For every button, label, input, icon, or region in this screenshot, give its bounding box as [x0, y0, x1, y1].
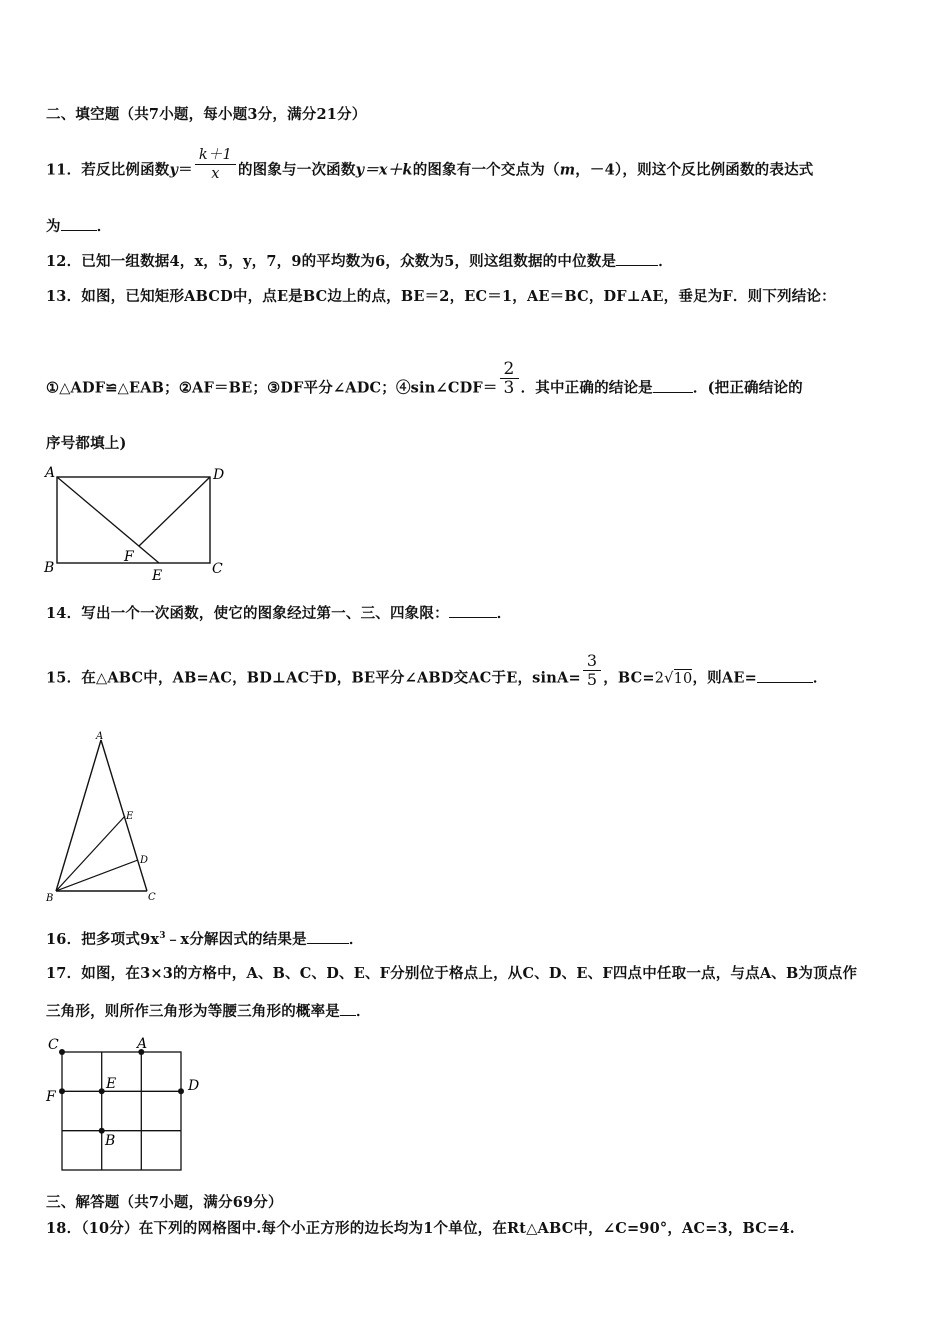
question-11-line-2 — [46, 215, 111, 236]
question-18: 18．（10分）在下列的网格图中.每个小正方形的边长均为1个单位，在Rt△ABC中，∠C=90°，AC=3，BC=4. — [46, 1220, 795, 1237]
q12-text: 12．已知一组数据4，x，5，y，7，9的平均数为6，众数为5，则这组数据的中位数是 — [46, 253, 617, 270]
question-16 — [46, 928, 364, 949]
question-13-line-2 — [46, 359, 803, 407]
q11-var-y: y — [169, 161, 179, 179]
q15-text-1: 15．在△ABC中，AB=AC，BD⊥AC于D，BE平分∠ABD交AC于E，sinA= — [46, 669, 581, 687]
q11-fraction — [195, 146, 236, 183]
q13-answer-blank[interactable] — [653, 380, 693, 393]
q17-text: 三角形，则所作三角形为等腰三角形的概率是 — [46, 1003, 340, 1020]
q12-answer-blank[interactable] — [616, 253, 658, 266]
q15-text-3: ，则AE= — [692, 669, 757, 687]
segment-be — [56, 816, 125, 891]
side-ac — [101, 740, 147, 891]
point-d — [178, 1088, 184, 1094]
q14-text: 14．写出一个一次函数，使它的图象经过第一、三、四象限： — [46, 605, 449, 622]
q15-label-b: B — [46, 893, 54, 904]
question-14 — [46, 602, 511, 623]
q15-radical: 2√10 — [654, 670, 693, 687]
q13-label-b: B — [44, 560, 55, 576]
q15-fraction — [583, 652, 601, 689]
q13-text-b: ．其中正确的结论是 — [520, 379, 653, 397]
question-13-line-3: 序号都填上) — [46, 435, 127, 452]
q15-triangle-figure — [42, 728, 167, 906]
q16-exponent: 3 — [159, 931, 166, 942]
q17-grid-figure — [42, 1034, 212, 1174]
q11-text-3: 的图象有一个交点为（ — [412, 161, 560, 179]
q15-frac-num: 3 — [583, 652, 601, 671]
q13-label-d: D — [213, 467, 225, 483]
q16-text-2: ﹣x分解因式的结果是 — [165, 931, 307, 948]
q15-radicand: 10 — [673, 670, 693, 687]
q13-label-e: E — [152, 568, 163, 584]
q16-end: ． — [348, 931, 364, 948]
q12-end: ． — [658, 253, 673, 270]
question-12 — [46, 250, 673, 271]
q11-text-6: ． — [96, 218, 112, 235]
q15-text-2: ，BC= — [603, 669, 655, 687]
q15-label-a: A — [96, 731, 104, 742]
q14-answer-blank[interactable] — [449, 605, 497, 618]
q11-text-2: 的图象与一次函数 — [237, 161, 356, 179]
q16-text-1: 16．把多项式9x — [46, 931, 160, 948]
q17-end: ． — [356, 1003, 371, 1020]
q15-frac-den: 5 — [586, 670, 598, 689]
q15-coef: 2 — [654, 670, 665, 687]
side-ab — [56, 740, 101, 891]
q11-frac-den: x — [211, 166, 220, 182]
q17-answer-blank[interactable] — [340, 1003, 356, 1016]
q11-text-1: 11．若反比例函数 — [46, 161, 170, 179]
q15-label-e: E — [126, 811, 134, 822]
q11-answer-blank[interactable] — [61, 218, 97, 231]
q11-frac-num: k＋1 — [195, 146, 236, 165]
q16-answer-blank[interactable] — [307, 931, 349, 944]
question-15 — [46, 651, 828, 697]
segment-ae — [57, 477, 159, 563]
section-2-heading: 二、填空题（共7小题，每小题3分，满分21分） — [46, 106, 367, 123]
q13-frac-den: 3 — [503, 378, 515, 398]
q13-rectangle-figure — [40, 460, 235, 585]
q15-end: ． — [812, 669, 828, 687]
question-17-line-2 — [46, 1000, 371, 1021]
q11-text-4: ，－4），则这个反比例函数的表达式 — [575, 161, 814, 179]
q17-label-b: B — [105, 1133, 116, 1149]
question-17-line-1: 17．如图，在3×3的方格中，A、B、C、D、E、F分别位于格点上，从C、D、E、F四点中任取一点，与点A、B为顶点作 — [46, 965, 858, 982]
q13-frac-num: 2 — [500, 360, 519, 379]
section-3-heading: 三、解答题（共7小题，满分69分） — [46, 1194, 283, 1211]
point-e — [99, 1088, 105, 1094]
q13-label-f: F — [124, 549, 134, 565]
q15-answer-blank[interactable] — [757, 670, 813, 683]
q13-fraction — [500, 360, 519, 397]
q11-text-5: 为 — [46, 218, 61, 235]
q17-label-a: A — [137, 1036, 148, 1052]
q13-label-c: C — [212, 561, 223, 577]
q11-linear: y＝x＋k — [355, 161, 413, 179]
q15-label-c: C — [148, 892, 156, 903]
q17-label-f: F — [46, 1089, 56, 1105]
question-11-line-1 — [46, 147, 814, 189]
q14-end: ． — [496, 605, 512, 622]
q13-text-c: ．(把正确结论的 — [692, 379, 803, 397]
q11-eq: ＝ — [178, 161, 193, 179]
point-f — [59, 1088, 65, 1094]
grid-lines — [62, 1052, 181, 1170]
segment-df — [139, 477, 210, 546]
point-c — [59, 1049, 65, 1055]
point-b — [99, 1128, 105, 1134]
q15-label-d: D — [140, 855, 149, 866]
q13-label-a: A — [45, 465, 56, 481]
segment-bd — [56, 860, 138, 891]
question-13-line-1: 13．如图，已知矩形ABCD中，点E是BC边上的点，BE＝2，EC＝1，AE＝BC，DF⊥AE，垂足为F．则下列结论： — [46, 288, 836, 305]
q13-text-a: ①△ADF≌△EAB；②AF＝BE；③DF平分∠ADC；④sin∠CDF＝ — [46, 379, 498, 397]
q17-label-e: E — [106, 1076, 117, 1092]
q11-var-m: m — [559, 161, 576, 179]
q17-label-c: C — [48, 1037, 59, 1053]
q17-label-d: D — [188, 1078, 200, 1094]
